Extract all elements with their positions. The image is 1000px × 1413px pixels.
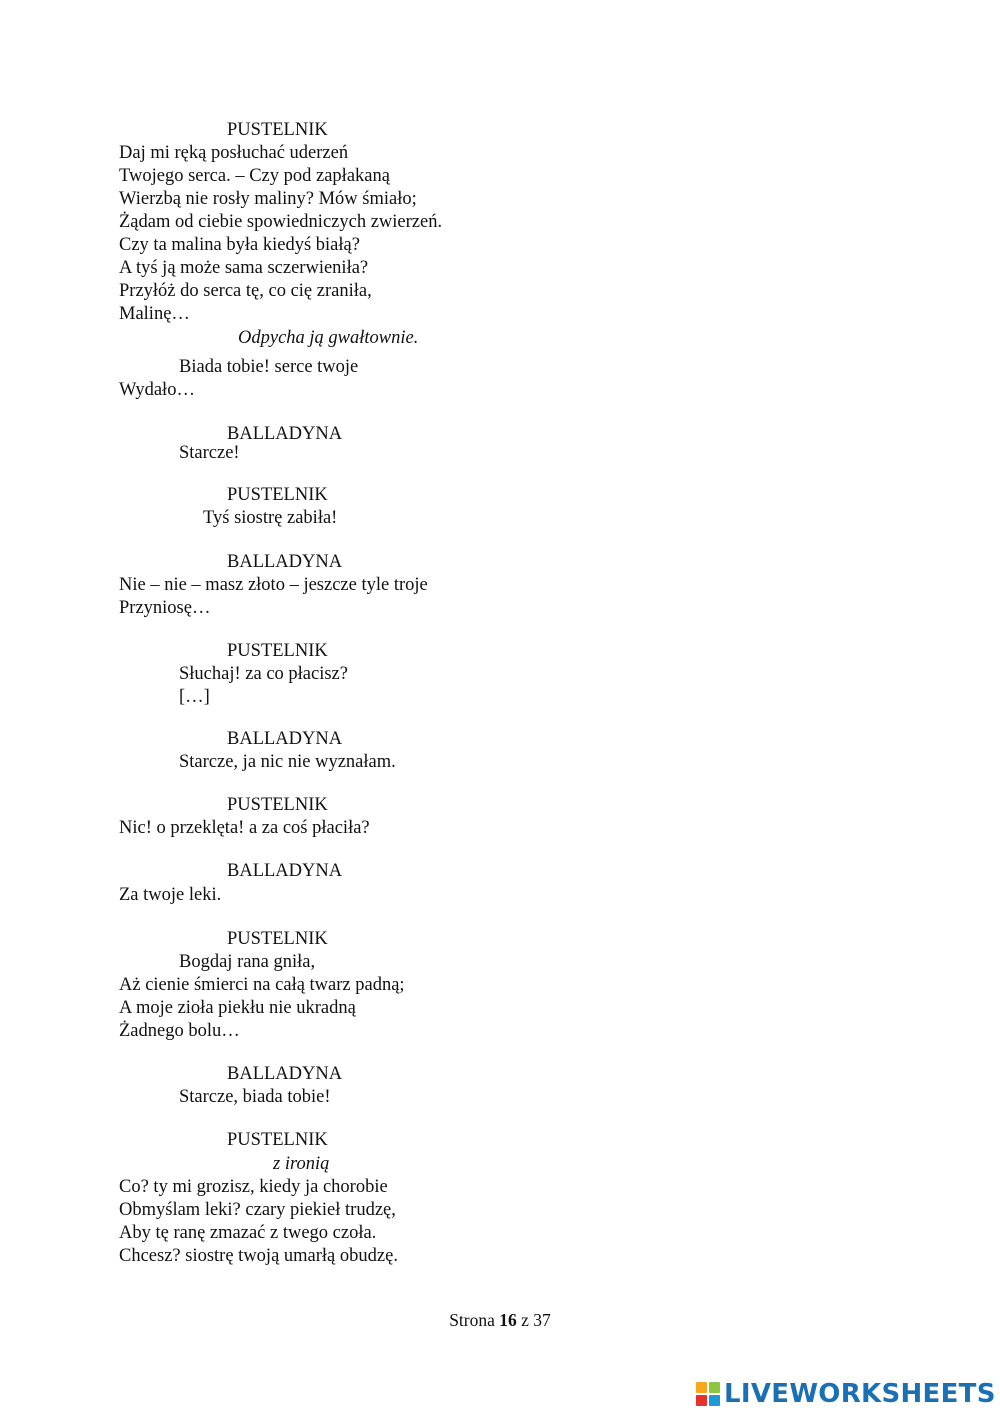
verse-line: Daj mi ręką posłuchać uderzeń (119, 143, 349, 163)
verse-line: Nie – nie – masz złoto – jeszcze tyle troje (119, 575, 428, 595)
verse-line: Tyś siostrę zabiła! (203, 508, 338, 528)
verse-line: Biada tobie! serce twoje (179, 357, 359, 377)
verse-line: Żądam od ciebie spowiedniczych zwierzeń. (119, 212, 443, 232)
verse-line: Chcesz? siostrę twoją umarłą obudzę. (119, 1246, 398, 1266)
verse-line: Nic! o przeklęta! a za coś płaciła? (119, 818, 370, 838)
liveworksheets-wordmark: LIVEWORKSHEETS (724, 1379, 996, 1409)
verse-line: Twojego serca. – Czy pod zapłakaną (119, 166, 390, 186)
footer-total-pages: 37 (533, 1310, 551, 1330)
page-footer (0, 1310, 1000, 1331)
logo-square-icon (709, 1382, 720, 1393)
verse-line: Bogdaj rana gniła, (179, 952, 316, 972)
speaker-name: BALLADYNA (227, 1064, 343, 1084)
verse-line: Słuchaj! za co płacisz? (179, 664, 348, 684)
liveworksheets-logo (696, 1377, 996, 1411)
verse-line: Obmyślam leki? czary piekieł trudzę, (119, 1200, 396, 1220)
speaker-name: PUSTELNIK (227, 1130, 328, 1150)
verse-line: A moje zioła piekłu nie ukradną (119, 998, 356, 1018)
logo-square-icon (709, 1395, 720, 1406)
speaker-name: BALLADYNA (227, 424, 343, 444)
verse-line: Starcze, ja nic nie wyznałam. (179, 752, 396, 772)
verse-line: Wydało… (119, 380, 195, 400)
verse-line: Czy ta malina była kiedyś białą? (119, 235, 360, 255)
verse-line: Malinę… (119, 304, 190, 324)
verse-line: Żadnego bolu… (119, 1021, 240, 1041)
logo-square-icon (696, 1395, 707, 1406)
speaker-name: BALLADYNA (227, 729, 343, 749)
verse-line: Przyłóż do serca tę, co cię zraniła, (119, 281, 372, 301)
footer-prefix: Strona (449, 1310, 495, 1330)
verse-line: Starcze, biada tobie! (179, 1087, 331, 1107)
verse-line: Wierzbą nie rosły maliny? Mów śmiało; (119, 189, 417, 209)
verse-line: […] (179, 687, 210, 707)
footer-middle: z (521, 1310, 529, 1330)
verse-line: Za twoje leki. (119, 885, 222, 905)
speaker-name: BALLADYNA (227, 552, 343, 572)
footer-page-number: 16 (499, 1310, 517, 1330)
speaker-name: PUSTELNIK (227, 929, 328, 949)
stage-direction: Odpycha ją gwałtownie. (238, 328, 419, 348)
speaker-name: PUSTELNIK (227, 795, 328, 815)
speaker-name: PUSTELNIK (227, 120, 328, 140)
speaker-name: PUSTELNIK (227, 641, 328, 661)
logo-square-icon (696, 1382, 707, 1393)
verse-line: Przyniosę… (119, 598, 211, 618)
speaker-name: PUSTELNIK (227, 485, 328, 505)
verse-line: Starcze! (179, 443, 240, 463)
stage-direction: z ironią (273, 1154, 330, 1174)
verse-line: Aż cienie śmierci na całą twarz padną; (119, 975, 405, 995)
verse-line: A tyś ją może sama sczerwieniła? (119, 258, 369, 278)
speaker-name: BALLADYNA (227, 861, 343, 881)
liveworksheets-logo-icon (696, 1382, 720, 1406)
verse-line: Co? ty mi grozisz, kiedy ja chorobie (119, 1177, 388, 1197)
verse-line: Aby tę ranę zmazać z twego czoła. (119, 1223, 377, 1243)
